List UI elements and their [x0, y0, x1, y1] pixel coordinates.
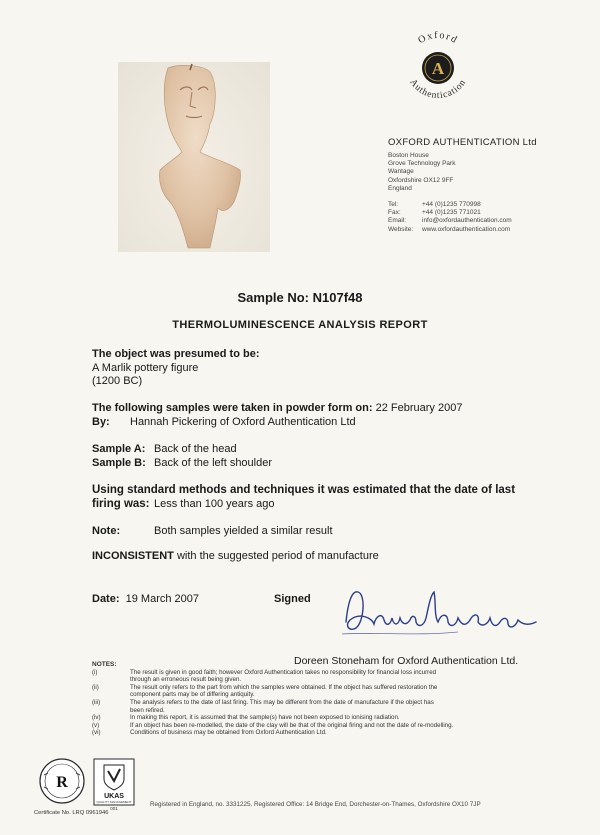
samples-taken-section — [92, 402, 462, 429]
note-item: (i) The result is given in good faith; however Oxford Authentication takes no responsibility for financial loss incurred through an erroneous result being given. — [92, 668, 437, 684]
ukas-sub: QUALITY MANAGEMENT — [96, 800, 132, 804]
report-date — [92, 593, 199, 607]
signature — [338, 582, 558, 642]
sample-b-label: Sample B: — [92, 456, 146, 469]
contact-website: Website: www.oxfordauthentication.com — [388, 225, 511, 233]
report-title: THERMOLUMINESCENCE ANALYSIS REPORT — [172, 319, 428, 331]
object-photo — [118, 62, 270, 252]
oxford-authentication-logo — [396, 26, 480, 110]
sample-b-value: Back of the left shoulder — [154, 456, 273, 469]
by-value: Hannah Pickering of Oxford Authentication Ltd — [130, 415, 356, 428]
samples-list — [92, 443, 272, 470]
logo-name-bottom: Authentication — [407, 77, 469, 102]
contact-email: Email: info@oxfordauthentication.com — [388, 217, 512, 225]
note-section — [92, 525, 333, 539]
presumed-heading: The object was presumed to be: — [92, 348, 260, 360]
note-item: (iv) In making this report, it is assumed that the sample(s) have not been exposed to ionising radiation. — [92, 714, 400, 722]
firing-value: Less than 100 years ago — [154, 497, 275, 510]
estimate-section — [92, 484, 562, 511]
estimate-line1: Using standard methods and techniques it was estimated that the date of last — [92, 484, 516, 496]
note-item: (ii) The result only refers to the part from which the samples were obtained. If the object has suffered restoration the component parts may be of differing antiquity. — [92, 683, 438, 699]
samples-taken-date: 22 February 2007 — [375, 402, 463, 414]
by-label: By: — [92, 415, 110, 428]
ukas-number: 001 — [110, 806, 118, 811]
contact-fax: Fax: +44 (0)1235 771021 — [388, 209, 481, 217]
company-contacts — [388, 201, 512, 234]
certification-badges — [38, 755, 148, 816]
registered-office-footer: Registered in England, no. 3331225. Registered Office: 14 Bridge End, Dorchester-on-Thames, Oxfordshire OX10 7JP — [150, 801, 481, 808]
pottery-figure-image — [118, 62, 270, 252]
badge-r-letter: R — [56, 774, 68, 791]
conclusion — [92, 550, 379, 564]
date-value: 19 March 2007 — [125, 593, 200, 605]
presumed-object: A Marlik pottery figure — [92, 361, 199, 374]
note-item: (v) If an object has been re-modelled, the date of the clay will be that of the original firing and not the date of re-modelling. — [92, 721, 454, 729]
company-name: OXFORD AUTHENTICATION Ltd — [388, 137, 537, 148]
address-line: Grove Technology Park — [388, 160, 456, 168]
conclusion-text: with the suggested period of manufacture — [176, 550, 379, 562]
contact-tel: Tel: +44 (0)1235 770998 — [388, 201, 481, 208]
note-item: (iii) The analysis refers to the date of last firing. This may be different from the date of manufacture if the object has been refired. — [92, 698, 434, 714]
note-item: (vi) Conditions of business may be obtained from Oxford Authentication Ltd. — [92, 729, 327, 737]
presumed-date: (1200 BC) — [92, 375, 143, 387]
logo-name-top: Oxford — [416, 29, 460, 47]
presumed-section — [92, 348, 259, 389]
svg-text:Oxford — [416, 30, 459, 46]
notes-section — [92, 661, 562, 737]
samples-taken-heading: The following samples were taken in powder form on: — [92, 402, 373, 414]
address-line: Wantage — [388, 168, 414, 176]
notes-heading: NOTES: — [92, 661, 117, 668]
address-line: England — [388, 184, 412, 192]
note-label: Note: — [92, 525, 121, 537]
sample-a-value: Back of the head — [154, 443, 237, 455]
note-value: Both samples yielded a similar result — [154, 525, 333, 537]
address-line: Boston House — [388, 152, 429, 159]
ukas-label: UKAS — [104, 793, 124, 800]
date-label: Date: — [92, 593, 120, 605]
sample-a-label: Sample A: — [92, 443, 146, 455]
sample-number: Sample No: N107f48 — [237, 290, 363, 305]
logo-letter: A — [431, 59, 445, 78]
signatory-name: Doreen Stoneham for Oxford Authentication Ltd. — [294, 655, 519, 667]
firing-label: firing was: — [92, 497, 150, 510]
lloyds-register-badge — [40, 759, 84, 803]
address-line: Oxfordshire OX12 9FF — [388, 176, 454, 184]
certificate-number: Certificate No. LRQ 0961946 — [34, 810, 109, 816]
ukas-badge — [94, 759, 134, 811]
company-address — [388, 152, 455, 193]
conclusion-verdict: INCONSISTENT — [92, 550, 174, 562]
signed-label: Signed — [274, 593, 311, 605]
